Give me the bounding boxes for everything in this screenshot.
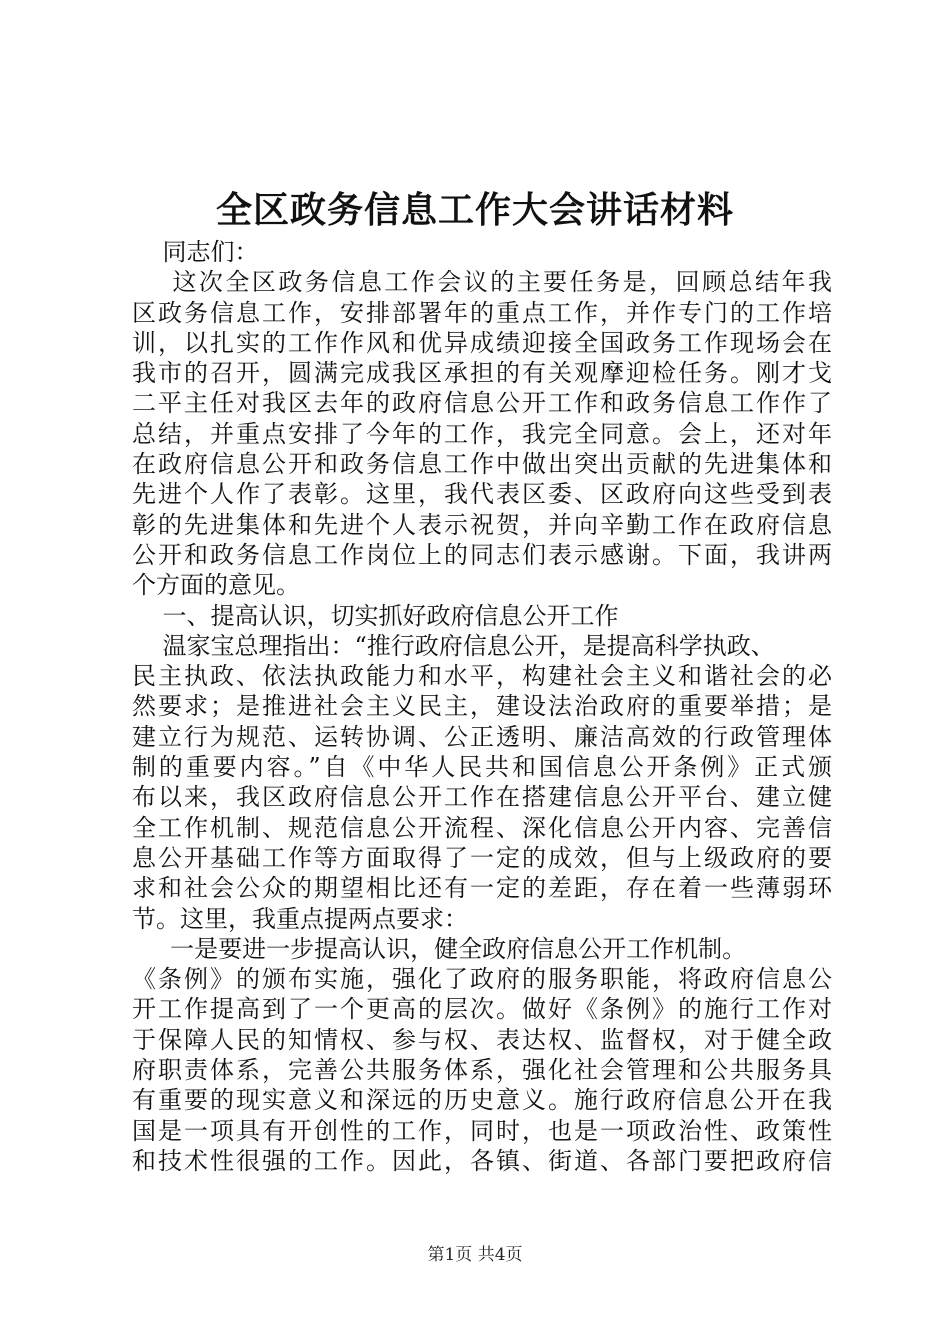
body-line: 开工作提高到了一个更高的层次。做好《条例》的施行工作对 bbox=[132, 995, 832, 1024]
body-line: 节。这里，我重点提两点要求： bbox=[132, 904, 468, 933]
body-line: 个方面的意见。 bbox=[132, 571, 300, 600]
body-line: 训，以扎实的工作作风和优异成绩迎接全国政务工作现场会在 bbox=[132, 328, 832, 357]
body-line: 制的重要内容。”自《中华人民共和国信息公开条例》正式颁 bbox=[132, 753, 832, 782]
body-line: 《条例》的颁布实施，强化了政府的服务职能，将政府信息公 bbox=[132, 965, 832, 994]
body-line: 这次全区政务信息工作会议的主要任务是，回顾总结年我 bbox=[132, 268, 832, 297]
body-line: 二平主任对我区去年的政府信息公开工作和政务信息工作作了 bbox=[132, 389, 832, 418]
body-line: 我市的召开，圆满完成我区承担的有关观摩迎检任务。刚才戈 bbox=[132, 359, 832, 388]
body-line: 民主执政、依法执政能力和水平，构建社会主义和谐社会的必 bbox=[132, 662, 832, 691]
body-line: 先进个人作了表彰。这里，我代表区委、区政府向这些受到表 bbox=[132, 480, 832, 509]
body-line: 一是要进一步提高认识，健全政府信息公开工作机制。 bbox=[132, 934, 747, 963]
body-line: 和技术性很强的工作。因此，各镇、街道、各部门要把政府信 bbox=[132, 1146, 832, 1175]
body-line: 一、提高认识，切实抓好政府信息公开工作 bbox=[132, 601, 619, 630]
body-line: 同志们： bbox=[132, 238, 259, 266]
body-line: 于保障人民的知情权、参与权、表达权、监督权，对于健全政 bbox=[132, 1025, 832, 1054]
page-number-footer: 第1页 共4页 bbox=[427, 1245, 523, 1265]
body-line: 国是一项具有开创性的工作，同时，也是一项政治性、政策性 bbox=[132, 1116, 832, 1145]
body-line: 息公开基础工作等方面取得了一定的成效，但与上级政府的要 bbox=[132, 843, 832, 872]
body-line: 有重要的现实意义和深远的历史意义。施行政府信息公开在我 bbox=[132, 1086, 832, 1115]
body-line: 布以来，我区政府信息公开工作在搭建信息公开平台、建立健 bbox=[132, 783, 832, 812]
body-line: 区政务信息工作，安排部署年的重点工作，并作专门的工作培 bbox=[132, 298, 832, 327]
body-line: 总结，并重点安排了今年的工作，我完全同意。会上，还对年 bbox=[132, 419, 832, 448]
body-line: 求和社会公众的期望相比还有一定的差距，存在着一些薄弱环 bbox=[132, 874, 832, 903]
body-line: 公开和政务信息工作岗位上的同志们表示感谢。下面，我讲两 bbox=[132, 540, 832, 569]
body-line: 在政府信息公开和政务信息工作中做出突出贡献的先进集体和 bbox=[132, 450, 832, 479]
body-line: 彰的先进集体和先进个人表示祝贺，并向辛勤工作在政府信息 bbox=[132, 510, 832, 539]
document-body bbox=[132, 237, 832, 1176]
body-line: 建立行为规范、运转协调、公正透明、廉洁高效的行政管理体 bbox=[132, 722, 832, 751]
body-line: 然要求；是推进社会主义民主，建设法治政府的重要举措；是 bbox=[132, 692, 832, 721]
document-title: 全区政务信息工作大会讲话材料 bbox=[215, 189, 734, 231]
body-line: 全工作机制、规范信息公开流程、深化信息公开内容、完善信 bbox=[132, 813, 832, 842]
body-line: 府职责体系，完善公共服务体系，强化社会管理和公共服务具 bbox=[132, 1056, 832, 1085]
body-line: 温家宝总理指出：“推行政府信息公开，是提高科学执政、 bbox=[132, 631, 775, 660]
